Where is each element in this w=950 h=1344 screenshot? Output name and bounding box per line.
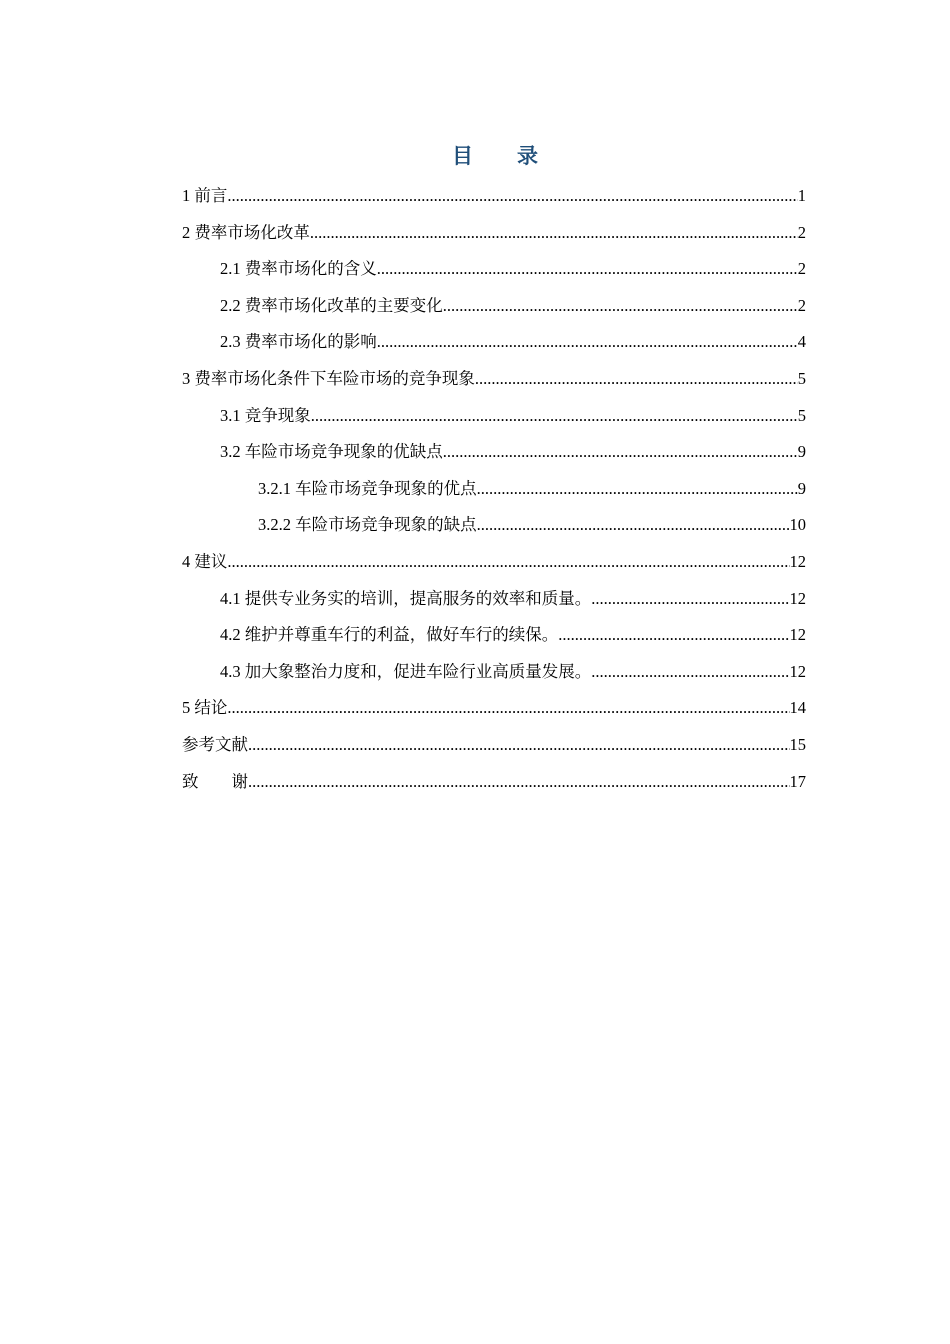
toc-entry-label: 3.2 车险市场竞争现象的优缺点 [220,442,443,462]
toc-leader [477,474,798,504]
toc-leader [248,730,790,760]
toc-page-number: 12 [789,551,806,571]
toc-entry[interactable] [182,327,806,364]
toc-entry[interactable] [182,437,806,474]
toc-leader [227,693,789,723]
toc-entry-label: 4.1 提供专业务实的培训，提高服务的效率和质量。 [220,588,592,608]
toc-entry-label: 3.2.1 车险市场竞争现象的优点 [258,478,477,498]
toc-entry[interactable] [182,401,806,438]
toc-leader [475,364,798,394]
toc-leader [227,181,797,211]
toc-leader [477,510,790,540]
toc-leader [377,254,798,284]
toc-entry[interactable] [182,584,806,621]
toc-leader [248,767,790,797]
toc-entry-label: 2.1 费率市场化的含义 [220,259,377,279]
toc-page-number: 5 [797,405,806,425]
toc-page-number: 12 [789,625,806,645]
table-of-contents [182,181,806,803]
toc-page-number: 12 [789,661,806,681]
toc-entry[interactable] [182,547,806,584]
toc-entry[interactable] [182,364,806,401]
toc-title-char-1: 目 [452,144,473,168]
toc-entry-label: 致 谢 [182,771,248,791]
toc-entry-label: 4.3 加大象整治力度和，促进车险行业高质量发展。 [220,661,592,681]
toc-entry-label: 3.2.2 车险市场竞争现象的缺点 [258,515,477,535]
toc-page-number: 1 [797,186,806,205]
toc-page-number: 10 [789,515,806,535]
toc-entry-label: 2.3 费率市场化的影响 [220,332,377,352]
toc-page-number: 2 [797,259,806,279]
toc-page-number: 14 [789,698,806,718]
toc-page-number: 15 [789,734,806,754]
toc-leader [443,291,798,321]
toc-leader [311,401,798,431]
toc-page-number: 9 [797,478,806,498]
toc-title-char-2: 录 [517,144,538,168]
toc-entry[interactable] [182,730,806,767]
toc-page-number: 4 [797,332,806,352]
toc-leader [591,584,789,614]
toc-entry-label: 2 费率市场化改革 [182,222,310,242]
toc-entry[interactable] [182,218,806,255]
toc-page-number: 2 [797,222,806,242]
toc-page-number: 2 [797,295,806,315]
toc-entry[interactable] [182,474,806,511]
toc-entry-label: 参考文献 [182,734,248,754]
toc-entry-label: 3.1 竞争现象 [220,405,311,425]
toc-entry[interactable] [182,693,806,730]
toc-entry[interactable] [182,657,806,694]
toc-entry[interactable] [182,181,806,218]
toc-entry-label: 3 费率市场化条件下车险市场的竞争现象 [182,368,475,388]
toc-page-number: 5 [797,368,806,388]
toc-entry[interactable] [182,510,806,547]
toc-leader [558,620,789,650]
toc-entry-label: 1 前言 [182,186,228,205]
toc-entry-label: 4 建议 [182,551,228,571]
toc-entry[interactable] [182,620,806,657]
toc-leader [310,218,798,248]
toc-entry[interactable] [182,254,806,291]
toc-page-number: 12 [789,588,806,608]
toc-leader [443,437,798,467]
toc-title [0,140,950,170]
toc-entry-label: 5 结论 [182,698,228,718]
toc-page-number: 17 [789,771,806,791]
toc-entry[interactable] [182,767,806,804]
toc-leader [591,657,789,687]
toc-leader [227,547,789,577]
toc-entry-label: 2.2 费率市场化改革的主要变化 [220,295,443,315]
toc-leader [377,327,798,357]
toc-page-number: 9 [797,442,806,462]
toc-entry-label: 4.2 维护并尊重车行的利益，做好车行的续保。 [220,625,559,645]
toc-entry[interactable] [182,291,806,328]
